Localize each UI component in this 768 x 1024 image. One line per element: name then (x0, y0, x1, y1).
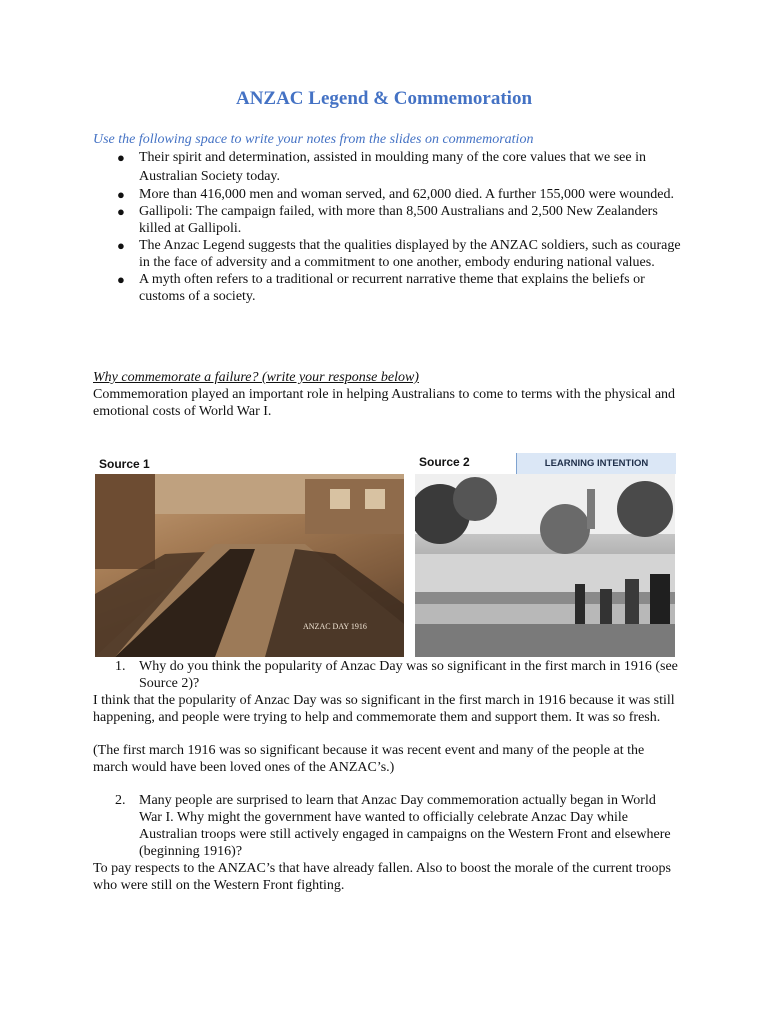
bullet-icon: ● (117, 204, 125, 219)
learning-intention-banner: LEARNING INTENTION (516, 453, 676, 474)
question-1-answer: I think that the popularity of Anzac Day was so significant in the first march in 1916 because it was still happening, and people were trying to help and commemorate them and support them. It was so fresh. (93, 693, 675, 725)
list-item: ● The Anzac Legend suggests that the qualities displayed by the ANZAC soldiers, such as courage in the face of adversity and a commitment to one another, embody enduring national values. (117, 238, 681, 270)
question-2-number: 2. (115, 793, 126, 808)
instruction-text: Use the following space to write your notes from the slides on commemoration (93, 132, 534, 147)
question-2 (93, 792, 678, 860)
source-1-label: Source 1 (99, 457, 150, 471)
question-1-number: 1. (115, 659, 126, 674)
bullet-icon: ● (117, 272, 125, 287)
why-heading: Why commemorate a failure? (write your response below) (93, 370, 419, 385)
page-title: ANZAC Legend & Commemoration (235, 88, 533, 109)
question-1-answer-note: (The first march 1916 was so significant because it was recent event and many of the people at the march would have been loved ones of the ANZAC’s.) (93, 743, 645, 775)
why-response: Commemoration played an important role in helping Australians to come to terms with the physical and emotional costs of World War I. (93, 387, 676, 419)
photo-caption: ANZAC DAY 1916 (303, 622, 367, 631)
list-item: ● More than 416,000 men and woman served, and 62,000 died. A further 155,000 were wounded. (117, 187, 674, 202)
notes-bullet-list (93, 148, 683, 305)
bullet-icon: ● (117, 187, 125, 202)
question-2-answer: To pay respects to the ANZAC’s that have already fallen. Also to boost the morale of the current troops who were still on the Western Front fighting. (93, 861, 671, 893)
bullet-icon: ● (117, 150, 125, 165)
source-2-photo-graphic (415, 474, 675, 657)
source-2-label: Source 2 (419, 455, 470, 469)
source-1-photo (95, 474, 404, 657)
list-item: ● Their spirit and determination, assisted in moulding many of the core values that we see in Australian Society today. (117, 150, 646, 184)
source-2-photo (415, 474, 675, 657)
question-2-text: Many people are surprised to learn that Anzac Day commemoration actually began in World War I. Why might the government have wanted to officially celebrate Anzac Day while Australian troops were still actively engaged in campaigns on the Western Front and elsewhere (beginning 1916)? (139, 793, 671, 859)
list-item: ● A myth often refers to a traditional or recurrent narrative theme that explains the beliefs or customs of a society. (117, 272, 645, 304)
question-1-text: Why do you think the popularity of Anzac Day was so significant in the first march in 1916 (see Source 2)? (139, 659, 678, 691)
list-item: ● Gallipoli: The campaign failed, with more than 8,500 Australians and 2,500 New Zealanders killed at Gallipoli. (117, 204, 658, 236)
question-1 (93, 658, 678, 692)
source-1-photo-graphic (95, 474, 404, 657)
bullet-icon: ● (117, 238, 125, 253)
